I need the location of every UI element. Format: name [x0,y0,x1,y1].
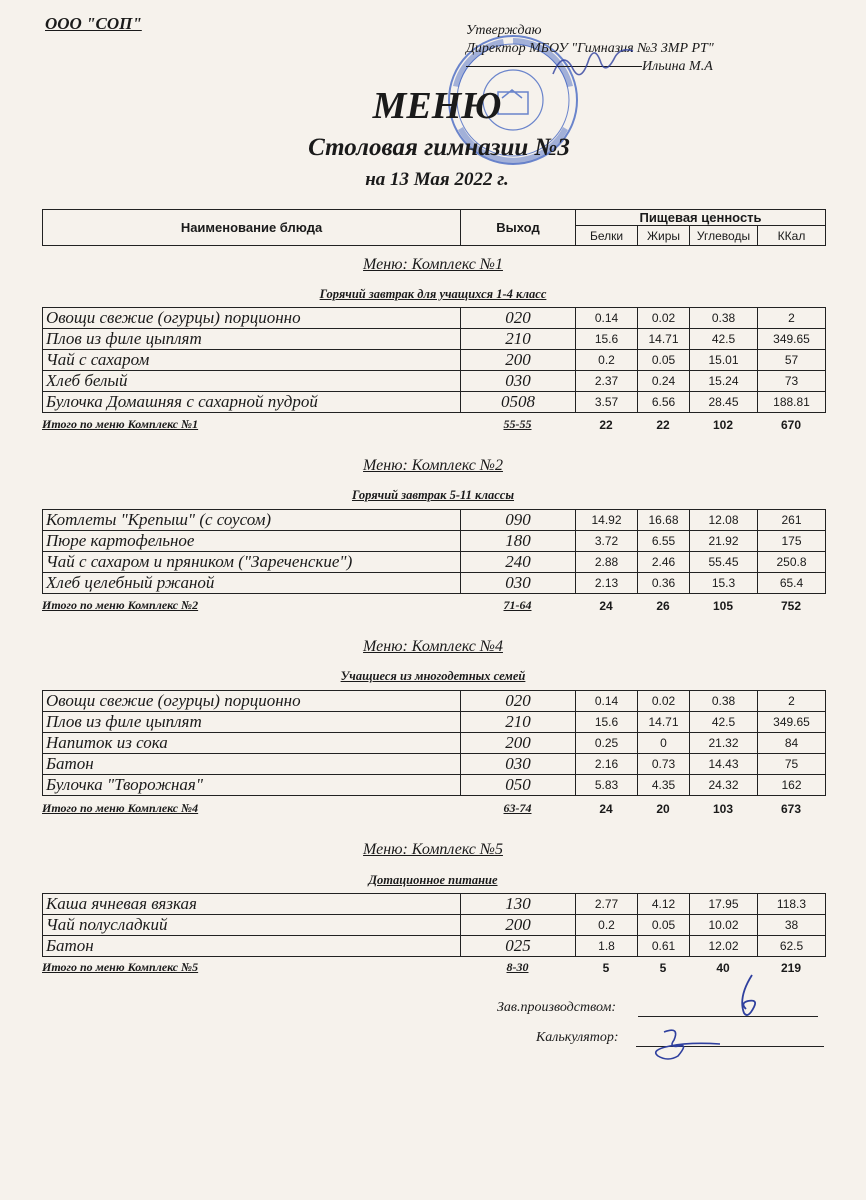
total-fats: 20 [656,801,670,816]
dish-carbs: 17.95 [690,894,758,915]
dish-carbs: 42.5 [690,712,758,733]
total-kcal: 670 [780,417,802,432]
table-row [43,329,826,350]
table-row [43,392,826,413]
dish-proteins: 14.92 [576,510,638,531]
total-carbs: 105 [712,598,734,613]
dish-output: 180 [461,531,576,552]
header-nutrition: Пищевая ценность [576,210,826,226]
dish-proteins: 2.16 [576,754,638,775]
dish-carbs: 15.3 [690,573,758,594]
calculator-label: Калькулятор: [536,1030,619,1045]
dish-fats: 4.35 [638,775,690,796]
dish-fats: 0.36 [638,573,690,594]
total-fats: 5 [659,960,667,975]
dish-proteins: 3.72 [576,531,638,552]
dish-name: Булочка "Творожная" [43,775,461,796]
dish-fats: 0.05 [638,915,690,936]
dish-name: Хлеб белый [43,371,461,392]
dish-proteins: 1.8 [576,936,638,957]
dish-output: 200 [461,350,576,371]
dish-carbs: 21.92 [690,531,758,552]
approval-director-name: Ильина М.А [642,59,713,74]
dish-output: 210 [461,329,576,350]
dish-fats: 6.56 [638,392,690,413]
section-subtitle: Дотационное питание [368,873,498,887]
total-label: Итого по меню Комплекс №2 [42,598,199,612]
dish-output: 020 [461,308,576,329]
dish-carbs: 21.32 [690,733,758,754]
table-row [43,691,826,712]
dish-name: Каша ячневая вязкая [43,894,461,915]
section-subtitle: Горячий завтрак 5-11 классы [351,488,515,502]
section-title: Меню: Комплекс №4 [363,638,503,655]
dish-kcal: 349.65 [758,712,826,733]
table-row [43,371,826,392]
director-signature [548,44,638,84]
dish-fats: 14.71 [638,712,690,733]
page-title: МЕНЮ [372,85,502,127]
total-output: 63-74 [503,801,532,815]
production-head-label: Зав.производством: [497,1000,617,1015]
table-row [43,350,826,371]
dish-name: Батон [43,754,461,775]
organization-name: ООО "СОП" [45,14,142,33]
dish-name: Овощи свежие (огурцы) порционно [43,691,461,712]
dish-fats: 0.73 [638,754,690,775]
total-carbs: 102 [712,417,734,432]
total-carbs: 103 [712,801,734,816]
dish-output: 020 [461,691,576,712]
header-carbs: Углеводы [690,226,758,246]
dish-name: Чай с сахаром и пряником ("Зареченские") [43,552,461,573]
dish-fats: 0.02 [638,691,690,712]
dish-kcal: 62.5 [758,936,826,957]
dish-kcal: 65.4 [758,573,826,594]
header-fats: Жиры [638,226,690,246]
dish-output: 090 [461,510,576,531]
dish-proteins: 5.83 [576,775,638,796]
dish-carbs: 15.24 [690,371,758,392]
dish-carbs: 14.43 [690,754,758,775]
total-row [42,598,825,613]
dish-fats: 0 [638,733,690,754]
dish-carbs: 28.45 [690,392,758,413]
total-proteins: 22 [599,417,613,432]
dish-carbs: 42.5 [690,329,758,350]
section-subtitle: Учащиеся из многодетных семей [340,669,526,683]
dish-fats: 0.61 [638,936,690,957]
page-date: на 13 Мая 2022 г. [365,169,509,190]
dish-proteins: 15.6 [576,712,638,733]
dish-fats: 0.05 [638,350,690,371]
dish-kcal: 2 [758,691,826,712]
dish-proteins: 2.13 [576,573,638,594]
dish-output: 030 [461,371,576,392]
dish-name: Овощи свежие (огурцы) порционно [43,308,461,329]
dish-proteins: 0.2 [576,350,638,371]
total-carbs: 40 [716,960,730,975]
section-title: Меню: Комплекс №5 [363,841,503,858]
page-subtitle: Столовая гимназии №3 [308,134,570,161]
header-output: Выход [461,210,576,246]
table-row [43,894,826,915]
dish-output: 240 [461,552,576,573]
dish-output: 130 [461,894,576,915]
dish-proteins: 0.14 [576,691,638,712]
total-label: Итого по меню Комплекс №1 [42,417,199,431]
dish-kcal: 57 [758,350,826,371]
total-output: 71-64 [503,598,532,612]
dish-kcal: 349.65 [758,329,826,350]
dish-proteins: 0.14 [576,308,638,329]
dish-name: Булочка Домашняя с сахарной пудрой [43,392,461,413]
dish-output: 210 [461,712,576,733]
dish-carbs: 0.38 [690,691,758,712]
production-head-signature [722,970,772,1020]
table-row [43,733,826,754]
total-kcal: 673 [780,801,802,816]
total-proteins: 5 [602,960,610,975]
table-row [43,510,826,531]
dish-name: Чай полусладкий [43,915,461,936]
dish-kcal: 118.3 [758,894,826,915]
dish-output: 0508 [461,392,576,413]
dish-name: Пюре картофельное [43,531,461,552]
dish-proteins: 2.88 [576,552,638,573]
total-output: 8-30 [506,960,529,974]
dish-name: Плов из филе цыплят [43,329,461,350]
dish-name: Батон [43,936,461,957]
dish-output: 050 [461,775,576,796]
dish-fats: 14.71 [638,329,690,350]
approval-title: Утверждаю [466,23,542,38]
dish-fats: 2.46 [638,552,690,573]
dish-output: 200 [461,733,576,754]
dish-carbs: 12.02 [690,936,758,957]
header-dish-name: Наименование блюда [43,210,461,246]
dish-name: Хлеб целебный ржаной [43,573,461,594]
total-proteins: 24 [599,801,613,816]
dish-proteins: 15.6 [576,329,638,350]
dish-output: 030 [461,573,576,594]
dish-carbs: 24.32 [690,775,758,796]
table-row [43,775,826,796]
total-output: 55-55 [503,417,532,431]
menu-table [42,509,826,594]
dish-carbs: 55.45 [690,552,758,573]
dish-kcal: 261 [758,510,826,531]
total-proteins: 24 [599,598,613,613]
dish-carbs: 10.02 [690,915,758,936]
dish-proteins: 0.25 [576,733,638,754]
dish-carbs: 0.38 [690,308,758,329]
dish-kcal: 75 [758,754,826,775]
total-kcal: 219 [780,960,802,975]
dish-proteins: 2.37 [576,371,638,392]
menu-table [42,893,826,957]
header-proteins: Белки [576,226,638,246]
table-row [43,552,826,573]
total-fats: 26 [656,598,670,613]
dish-name: Котлеты "Крепыш" (с соусом) [43,510,461,531]
dish-kcal: 84 [758,733,826,754]
dish-proteins: 0.2 [576,915,638,936]
dish-kcal: 175 [758,531,826,552]
dish-name: Плов из филе цыплят [43,712,461,733]
table-row [43,936,826,957]
menu-table [42,690,826,796]
dish-kcal: 38 [758,915,826,936]
dish-kcal: 250.8 [758,552,826,573]
dish-kcal: 73 [758,371,826,392]
table-row [43,754,826,775]
calculator-signature [644,1022,734,1066]
approval-position: Директор МБОУ "Гимназия №3 ЗМР РТ" [466,41,714,56]
menu-table [42,307,826,413]
table-header [42,209,826,246]
dish-name: Напиток из сока [43,733,461,754]
dish-proteins: 3.57 [576,392,638,413]
dish-output: 025 [461,936,576,957]
dish-proteins: 2.77 [576,894,638,915]
section-title: Меню: Комплекс №2 [363,457,503,474]
total-kcal: 752 [780,598,802,613]
header-kcal: ККал [758,226,826,246]
total-label: Итого по меню Комплекс №4 [42,801,199,815]
dish-kcal: 188.81 [758,392,826,413]
total-label: Итого по меню Комплекс №5 [42,960,199,974]
dish-fats: 0.02 [638,308,690,329]
dish-output: 030 [461,754,576,775]
total-row [42,960,825,975]
total-fats: 22 [656,417,670,432]
section-title: Меню: Комплекс №1 [363,256,503,273]
section-subtitle: Горячий завтрак для учащихся 1-4 класс [319,287,547,301]
dish-kcal: 162 [758,775,826,796]
dish-fats: 4.12 [638,894,690,915]
dish-carbs: 12.08 [690,510,758,531]
total-row [42,417,825,432]
table-row [43,573,826,594]
dish-name: Чай с сахаром [43,350,461,371]
dish-fats: 0.24 [638,371,690,392]
dish-fats: 6.55 [638,531,690,552]
total-row [42,801,825,816]
dish-carbs: 15.01 [690,350,758,371]
table-row [43,712,826,733]
table-row [43,915,826,936]
dish-output: 200 [461,915,576,936]
dish-kcal: 2 [758,308,826,329]
table-row [43,531,826,552]
table-row [43,308,826,329]
dish-fats: 16.68 [638,510,690,531]
